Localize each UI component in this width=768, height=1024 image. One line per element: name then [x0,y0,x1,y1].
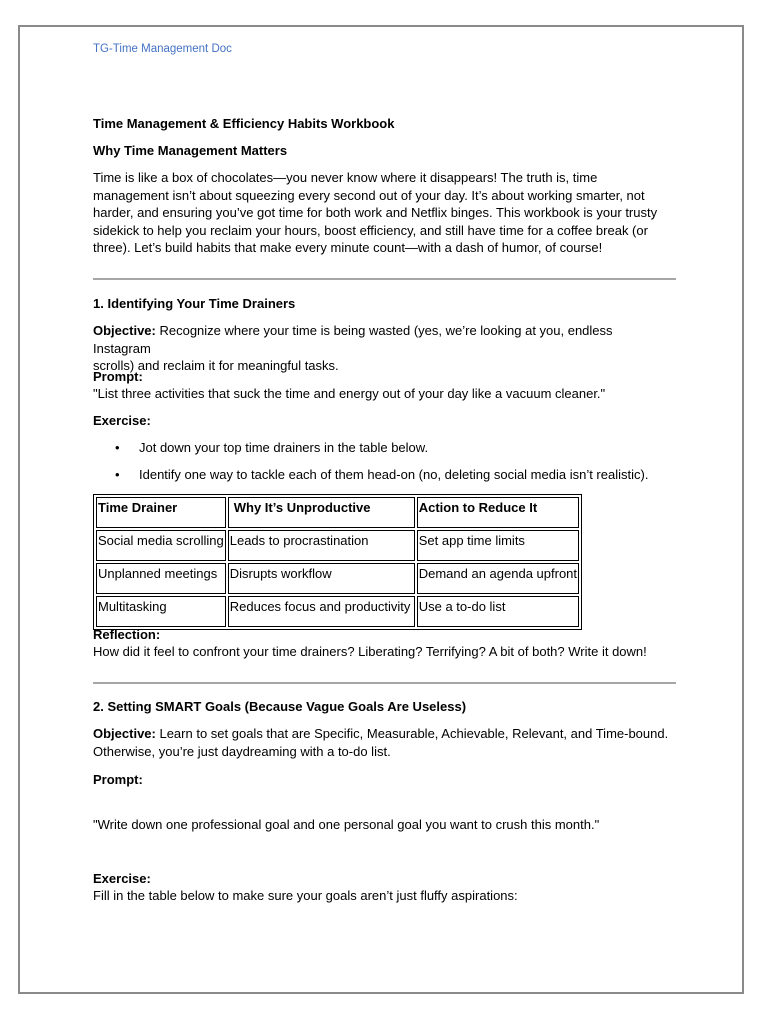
section1-prompt-label: Prompt: [93,369,143,384]
section-divider [93,682,676,684]
section1-objective [93,322,673,375]
bullet-dot-icon: • [115,440,120,455]
doc-header-label: TG-Time Management Doc [93,43,232,55]
section2-heading: 2. Setting SMART Goals (Because Vague Goals Are Useless) [93,699,467,714]
table-cell: Leads to procrastination [228,530,415,561]
intro-line: sidekick to help you reclaim your hours, boost efficiency, and still have time for a coffee break (or [93,222,648,238]
section2-exercise-text: Fill in the table below to make sure your goals aren’t just fluffy aspirations: [93,888,518,903]
intro-line: Time is like a box of chocolates—you never know where it disappears! The truth is, time [93,170,598,185]
table-header-row [96,497,579,528]
bullet-item: Jot down your top time drainers in the table below. [139,440,429,455]
intro-line: management isn’t about squeezing every second out of your day. It’s about working smarter, not [93,187,645,203]
section2-exercise-label: Exercise: [93,871,151,886]
intro-line: three). Let’s build habits that make every minute count—with a dash of humor, of course! [93,240,603,255]
objective-text-line2: scrolls) and reclaim it for meaningful tasks. [93,358,339,373]
table-row [96,563,579,594]
section1-exercise-label: Exercise: [93,413,151,428]
doc-title: Time Management & Efficiency Habits Workbook [93,116,395,131]
intro-heading: Why Time Management Matters [93,143,288,158]
table-cell: Demand an agenda upfront [417,563,579,594]
table-cell: Use a to-do list [417,596,579,627]
table-cell: Disrupts workflow [228,563,415,594]
bullet-item: Identify one way to tackle each of them head-on (no, deleting social media isn’t realistic). [139,467,649,482]
section2-prompt-label: Prompt: [93,772,143,787]
objective-text: Learn to set goals that are Specific, Measurable, Achievable, Relevant, and Time-bound. [155,726,669,741]
table-header-cell: Time Drainer [96,497,226,528]
time-drainers-table [93,494,582,630]
section-divider [93,278,676,280]
table-cell: Set app time limits [417,530,579,561]
section2-objective [93,725,673,760]
table-header-cell: Action to Reduce It [417,497,579,528]
section1-heading: 1. Identifying Your Time Drainers [93,296,296,311]
objective-text: Recognize where your time is being wasted (yes, we’re looking at you, endless Instagram [93,323,613,356]
section2-prompt-text: "Write down one professional goal and one personal goal you want to crush this month." [93,817,600,832]
table-row [96,596,579,627]
table-header-cell: Why It’s Unproductive [228,497,415,528]
intro-line: harder, and ensuring you’ve got time for both work and Netflix binges. This workbook is your trusty [93,205,658,220]
table-row [96,530,579,561]
table-cell: Social media scrolling [96,530,226,561]
section1-prompt-text: "List three activities that suck the time and energy out of your day like a vacuum cleaner." [93,386,606,401]
intro-paragraph [93,169,673,257]
bullet-dot-icon: • [115,467,120,482]
section1-reflection-text: How did it feel to confront your time drainers? Liberating? Terrifying? A bit of both? Write it down! [93,644,647,659]
objective-text-line2: Otherwise, you’re just daydreaming with a to-do list. [93,743,391,759]
table-cell: Multitasking [96,596,226,627]
objective-label: Objective: [93,726,156,741]
section1-reflection-label: Reflection: [93,627,161,642]
table-cell: Reduces focus and productivity [228,596,415,627]
objective-label: Objective: [93,323,156,338]
table-cell: Unplanned meetings [96,563,226,594]
